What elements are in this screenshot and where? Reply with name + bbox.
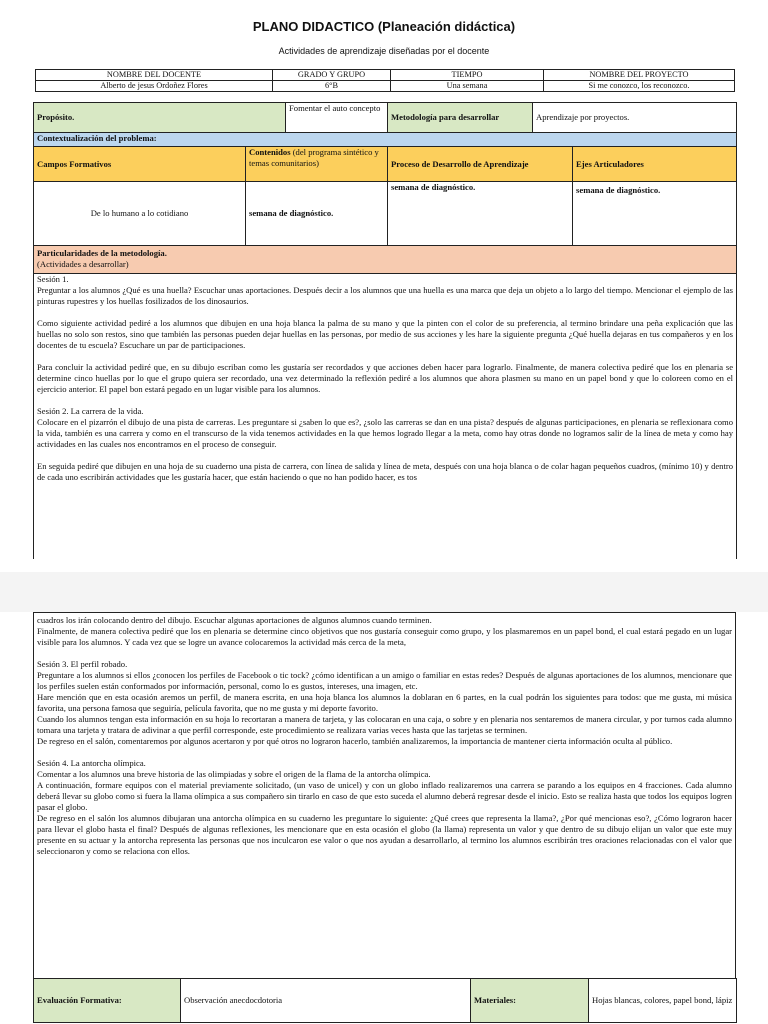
activity-paragraph: Sesión 4. La antorcha olímpica. [37,758,146,768]
contenido-value: semana de diagnóstico. [246,182,388,246]
activity-paragraph: Sesión 3. El perfil robado. [37,659,128,669]
activity-paragraph: Como siguiente actividad pediré a los alumnos que dibujen en una hoja blanca la palma de su mano y que la pinten con el color de su preferencia, al termino brindare una peña explicación que las huellas no solo son restos, sino que también las personas pueden dejar huellas en las personas, por medio de sus acciones y les hare la siguiente pregunta ¿Qué huella dejaras en tus compañeros y en los docentes de tu escuela? Escuchare un par de participaciones. [37,318,734,350]
project-name-value: Si me conozco, los reconozco. [544,81,735,92]
purpose-label: Propósito. [34,103,286,133]
context-label: Contextualización del problema: [34,133,737,147]
activity-paragraph: Colocare en el pizarrón el dibujo de una pista de carreras. Les preguntare si ¿saben lo que es?, ¿solo las carreras se dan en una pista? después de algunas participaciones, en plenaria se reflexionara como la vida, también es una carrera y como en el transcurso de la vida tenemos actividades en la que hemos logrado llegar a la meta, como hay otras donde no logramos salir de la línea de meta y como hay actividades en las cuales nos encontramos en el proceso de conseguir. [37,417,734,449]
methodology-section-header [34,246,737,274]
activity-paragraph: Finalmente, de manera colectiva pediré que los en plenaria se determine cinco objetivos que nos gustaría conseguir como grupo, y los plasmaremos en un papel bond, el cual estará pegado en un lugar visible para los alumnos. Y cada vez que se logre un avance colocaremos la actividad más cerca de la meta, [37,626,732,647]
methodology-value: Aprendizaje por proyectos. [533,103,737,133]
time-label: TIEMPO [391,70,544,81]
activity-paragraph: A continuación, formare equipos con el material previamente solicitado, (un vaso de unicel) y con un globo inflado realizaremos una carrera se parando a los equipos en 4 fracciones. Cada alumno deberá llevar su globo como si fuera la llama olímpica a sus compañero sin tirarlo en caso de que esto suceda el alumno deberá regresar desde el inicio. Esto se realiza hasta que todos los equipos logren pasar el globo. [37,780,732,812]
grade-group-label: GRADO Y GRUPO [273,70,391,81]
ejes-header: Ejes Articuladores [573,147,737,182]
activity-paragraph: cuadros los irán colocando dentro del dibujo. Escuchar algunas aportaciones de algunos alumnos cuando terminen. [37,615,432,625]
document-subtitle: Actividades de aprendizaje diseñadas por el docente [278,46,490,56]
activity-paragraph: Sesión 1. [37,274,69,284]
contenidos-header [246,147,388,182]
campo-value: De lo humano a lo cotidiano [34,182,246,246]
document-title: PLANO DIDACTICO (Planeación didáctica) [252,19,516,34]
activities-continued-table [33,612,736,979]
pda-header: Proceso de Desarrollo de Aprendizaje [388,147,573,182]
project-name-label: NOMBRE DEL PROYECTO [544,70,735,81]
methodology-label: Metodología para desarrollar [388,103,533,133]
teacher-name-label: NOMBRE DEL DOCENTE [36,70,273,81]
activity-paragraph: Comentar a los alumnos una breve historia de las olimpiadas y sobre el origen de la flama de la antorcha olímpica. [37,769,431,779]
activity-paragraph: Cuando los alumnos tengan esta información en su hoja lo recortaran a manera de tarjeta, y las colocaran en una caja, o sobre y en plenaria nos sentaremos de manera circular, y por turnos cada alumno tomara una tarjeta y tratara de adivinar a que perfil corresponde, este procedimiento se realizara varias veces hasta que las tarjetas se terminen. [37,714,732,735]
activity-paragraph: Preguntare a los alumnos si ellos ¿conocen los perfiles de Facebook o tic tock? ¿cómo identifican a un amigo o familiar en estas redes? Después de algunas aportaciones de los alumnos, mencionare que los perfiles suelen están conformados por información, personal, como lo es gustos, intereses, una imagen, etc. [37,670,732,691]
evaluation-table [33,978,737,1023]
teacher-name-value: Alberto de jesus Ordoñez Flores [36,81,273,92]
methodology-title: Particularidades de la metodología. [37,248,167,258]
campos-formativos-header: Campos Formativos [34,147,246,182]
activity-paragraph: Sesión 2. La carrera de la vida. [37,406,144,416]
contenidos-header-bold: Contenidos [249,147,291,157]
activity-paragraph: Hare mención que en esta ocasión aremos un perfil, de manera escrita, en una hoja blanca los alumnos la doblaran en 6 partes, en la cual podrán los siguientes para todos: que me gusta, mi música favorita, una persona famosa que seguiría, película favorita, que no me gusta y mi deporte favorito. [37,692,732,713]
pda-value: semana de diagnóstico. [388,182,573,246]
grade-group-value: 6°B [273,81,391,92]
time-value: Una semana [391,81,544,92]
methodology-subtitle: (Actividades a desarrollar) [37,259,129,269]
evaluation-value: Observación anecdocdotoria [181,979,471,1023]
activity-paragraph: Preguntar a los alumnos ¿Qué es una huella? Escuchar unas aportaciones. Después decir a los alumnos que una huella es una marca que deja un objeto a lo largo del tiempo. Mencionar el ejemplo de las pinturas rupestres y los huellas fosilizados de los dinosaurios. [37,285,734,306]
activity-paragraph: De regreso en el salón, comentaremos por algunos acertaron y por qué otros no lograron hacerlo, también analizaremos, la importancia de mantener cierta información oculta al público. [37,736,673,746]
activity-paragraph: En seguida pediré que dibujen en una hoja de su cuaderno una pista de carrera, con línea de salida y línea de meta, después con una hoja blanca o de colar hagan pequeños cuadros, (mínimo 10) y dentro de cada uno escribirán actividades que les gustaría hacer, que están haciendo o que no han podido hacer, es tos [37,461,734,482]
activities-continued-cell [34,613,736,979]
activities-cell [34,274,737,559]
page-2 [0,612,768,1024]
activity-paragraph: De regreso en el salón los alumnos dibujaran una antorcha olímpica en su cuaderno les preguntare lo siguiente: ¿Qué crees que representa la llama?, ¿Por qué mencionas eso?, ¿Cómo lograron hacer para llevar el globo hasta el final? Después de algunas reflexiones, les mencionare que en esta ocasión el globo (la llama) representa un valor y que dentro de su dibujo elijan un valor que este muy presente en su actuar y la antorcha representa las personas que nos inculcaron ese valor o que nos ayudan a desarrollarlo, al termino los alumnos escribirán tres oraciones relacionadas con el valor que seleccionaron y como se relaciona con ellos. [37,813,732,856]
page-break [0,572,768,612]
activity-paragraph: Para concluir la actividad pediré que, en su dibujo escriban como les gustaría ser recordados y que acciones deben hacer para lograrlo. Finalmente, de manera colectiva pediré que los en plenaria se determine cinco huellas por lo que el grupo quiera ser recordado, una vez determinado la reflexión pediré a los alumnos que ahora plasmen su mano en un papel bond y que lo coloreen como en el ejercicio anterior. El papel bon estará pegado en un lugar visible para los alumnos. [37,362,734,394]
materials-label: Materiales: [471,979,589,1023]
teacher-info-table [35,69,735,92]
eje-value: semana de diagnóstico. [573,182,737,246]
evaluation-label: Evaluación Formativa: [34,979,181,1023]
contenidos-header-rest: (del programa sintético y temas comunitarios) [249,147,379,168]
materials-value: Hojas blancas, colores, papel bond, lápiz [589,979,737,1023]
planning-table [33,102,737,559]
purpose-value: Fomentar el auto concepto [286,103,388,133]
